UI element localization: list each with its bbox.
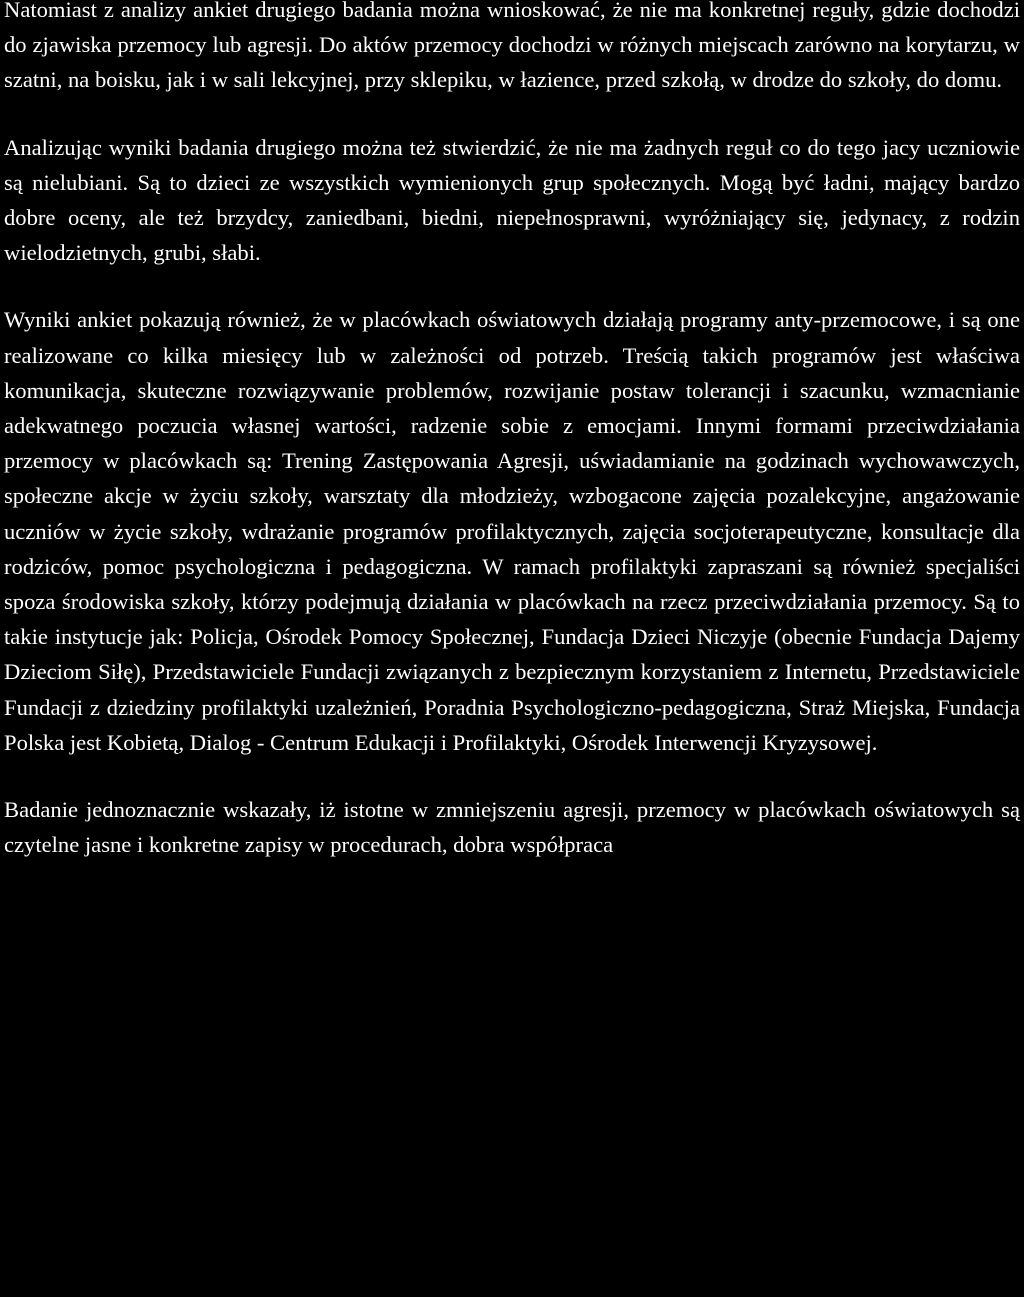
document-page [4, 0, 1020, 862]
paragraph-violence-locations: Natomiast z analizy ankiet drugiego badania można wnioskować, że nie ma konkretnej reguły, gdzie dochodzi do zjawiska przemocy lub agresji. Do aktów przemocy dochodzi w różnych miejscach zarówno na korytarzu, w szatni, na boisku, jak i w sali lekcyjnej, przy sklepiku, w łazience, przed szkołą, w drodze do szkoły, do domu. [4, 0, 1020, 93]
paragraph-study-conclusion: Badanie jednoznacznie wskazały, iż istotne w zmniejszeniu agresji, przemocy w placówkach oświatowych są czytelne jasne i konkretne zapisy w procedurach, dobra współpraca [4, 797, 1020, 858]
paragraph-anti-violence-programs: Wyniki ankiet pokazują również, że w placówkach oświatowych działają programy anty-przemocowe, i są one realizowane co kilka miesięcy lub w zależności od potrzeb. Treścią takich programów jest właściwa komunikacja, skuteczne rozwiązywanie problemów, rozwijanie postaw tolerancji i szacunku, wzmacnianie adekwatnego poczucia własnej wartości, radzenie sobie z emocjami. Innymi formami przeciwdziałania przemocy w placówkach są: Trening Zastępowania Agresji, uświadamianie na godzinach wychowawczych, społeczne akcje w życiu szkoły, warsztaty dla młodzieży, wzbogacone zajęcia pozalekcyjne, angażowanie uczniów w życie szkoły, wdrażanie programów profilaktycznych, zajęcia socjoterapeutyczne, konsultacje dla rodziców, pomoc psychologiczna i pedagogiczna. W ramach profilaktyki zapraszani są również specjaliści spoza środowiska szkoły, którzy podejmują działania w placówkach na rzecz przeciwdziałania przemocy. Są to takie instytucje jak: Policja, Ośrodek Pomocy Społecznej, Fundacja Dzieci Niczyje (obecnie Fundacja Dajemy Dzieciom Siłę), Przedstawiciele Fundacji związanych z bezpiecznym korzystaniem z Internetu, Przedstawiciele Fundacji z dziedziny profilaktyki uzależnień, Poradnia Psychologiczno-pedagogiczna, Straż Miejska, Fundacja Polska jest Kobietą, Dialog - Centrum Edukacji i Profilaktyki, Ośrodek Interwencji Kryzysowej. [4, 307, 1020, 755]
paragraph-disliked-students: Analizując wyniki badania drugiego można też stwierdzić, że nie ma żadnych reguł co do tego jacy uczniowie są nielubiani. Są to dzieci ze wszystkich wymienionych grup społecznych. Mogą być ładni, mający bardzo dobre oceny, ale też brzydcy, zaniedbani, biedni, niepełnosprawni, wyróżniający się, jedynacy, z rodzin wielodzietnych, grubi, słabi. [4, 134, 1020, 266]
